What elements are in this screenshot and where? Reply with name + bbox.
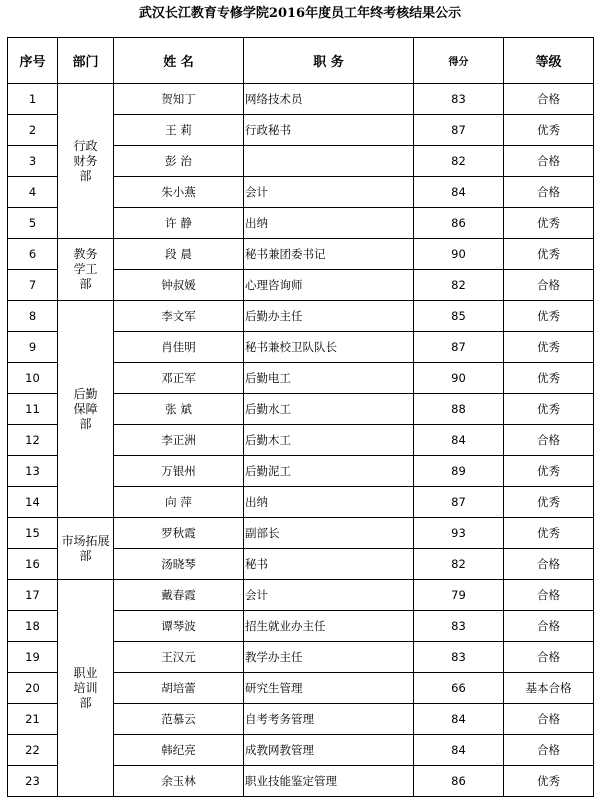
employee-name: 段 晨 [114, 239, 244, 270]
employee-name: 彭 治 [114, 146, 244, 177]
employee-grade: 基本合格 [504, 673, 594, 704]
row-number: 11 [8, 394, 58, 425]
employee-grade: 优秀 [504, 456, 594, 487]
row-number: 8 [8, 301, 58, 332]
employee-name: 余玉林 [114, 766, 244, 797]
employee-score: 84 [414, 425, 504, 456]
employee-grade: 优秀 [504, 363, 594, 394]
employee-score: 90 [414, 239, 504, 270]
row-number: 12 [8, 425, 58, 456]
employee-grade: 合格 [504, 580, 594, 611]
employee-name: 戴春霞 [114, 580, 244, 611]
employee-position: 后勤泥工 [244, 456, 414, 487]
employee-name: 谭琴波 [114, 611, 244, 642]
row-number: 18 [8, 611, 58, 642]
employee-grade: 优秀 [504, 394, 594, 425]
employee-grade: 优秀 [504, 301, 594, 332]
employee-position: 心理咨询师 [244, 270, 414, 301]
row-number: 15 [8, 518, 58, 549]
employee-score: 84 [414, 704, 504, 735]
employee-name: 肖佳明 [114, 332, 244, 363]
employee-name: 邓正军 [114, 363, 244, 394]
employee-grade: 优秀 [504, 487, 594, 518]
employee-name: 向 萍 [114, 487, 244, 518]
header-grade: 等级 [504, 38, 594, 84]
employee-position: 自考考务管理 [244, 704, 414, 735]
employee-position: 副部长 [244, 518, 414, 549]
employee-position: 行政秘书 [244, 115, 414, 146]
row-number: 22 [8, 735, 58, 766]
employee-grade: 合格 [504, 177, 594, 208]
results-table [7, 37, 594, 797]
employee-name: 朱小燕 [114, 177, 244, 208]
employee-position: 秘书 [244, 549, 414, 580]
employee-score: 87 [414, 115, 504, 146]
row-number: 10 [8, 363, 58, 394]
employee-grade: 合格 [504, 642, 594, 673]
employee-grade: 合格 [504, 735, 594, 766]
employee-score: 79 [414, 580, 504, 611]
row-number: 3 [8, 146, 58, 177]
employee-score: 87 [414, 332, 504, 363]
employee-position: 职业技能鉴定管理 [244, 766, 414, 797]
employee-score: 82 [414, 549, 504, 580]
employee-score: 93 [414, 518, 504, 549]
employee-score: 66 [414, 673, 504, 704]
row-number: 13 [8, 456, 58, 487]
row-number: 20 [8, 673, 58, 704]
employee-position: 出纳 [244, 487, 414, 518]
header-row [8, 38, 594, 84]
employee-position: 出纳 [244, 208, 414, 239]
employee-score: 86 [414, 208, 504, 239]
employee-position: 会计 [244, 580, 414, 611]
employee-position: 秘书兼团委书记 [244, 239, 414, 270]
employee-name: 范慕云 [114, 704, 244, 735]
employee-name: 钟叔媛 [114, 270, 244, 301]
header-no: 序号 [8, 38, 58, 84]
employee-position: 网络技术员 [244, 84, 414, 115]
department-cell: 职业培训部 [58, 580, 114, 797]
employee-position: 后勤办主任 [244, 301, 414, 332]
employee-score: 85 [414, 301, 504, 332]
row-number: 17 [8, 580, 58, 611]
employee-score: 83 [414, 84, 504, 115]
row-number: 6 [8, 239, 58, 270]
header-dept: 部门 [58, 38, 114, 84]
employee-score: 86 [414, 766, 504, 797]
employee-grade: 合格 [504, 549, 594, 580]
header-name: 姓 名 [114, 38, 244, 84]
employee-position: 会计 [244, 177, 414, 208]
row-number: 9 [8, 332, 58, 363]
employee-score: 89 [414, 456, 504, 487]
row-number: 19 [8, 642, 58, 673]
department-cell: 教务学工部 [58, 239, 114, 301]
employee-score: 83 [414, 611, 504, 642]
employee-grade: 合格 [504, 146, 594, 177]
employee-grade: 优秀 [504, 332, 594, 363]
employee-score: 82 [414, 270, 504, 301]
employee-position: 后勤水工 [244, 394, 414, 425]
employee-score: 84 [414, 735, 504, 766]
employee-name: 汤晓琴 [114, 549, 244, 580]
row-number: 21 [8, 704, 58, 735]
table-row [8, 301, 594, 332]
employee-position [244, 146, 414, 177]
header-position: 职 务 [244, 38, 414, 84]
employee-position: 教学办主任 [244, 642, 414, 673]
employee-grade: 优秀 [504, 115, 594, 146]
employee-grade: 合格 [504, 425, 594, 456]
table-body [8, 84, 594, 797]
department-cell: 市场拓展部 [58, 518, 114, 580]
table-row [8, 580, 594, 611]
employee-name: 罗秋霞 [114, 518, 244, 549]
row-number: 2 [8, 115, 58, 146]
row-number: 7 [8, 270, 58, 301]
employee-score: 83 [414, 642, 504, 673]
row-number: 14 [8, 487, 58, 518]
employee-grade: 合格 [504, 704, 594, 735]
employee-position: 后勤木工 [244, 425, 414, 456]
employee-position: 秘书兼校卫队队长 [244, 332, 414, 363]
employee-position: 后勤电工 [244, 363, 414, 394]
employee-name: 王汉元 [114, 642, 244, 673]
employee-position: 成教网教管理 [244, 735, 414, 766]
employee-name: 胡培蕾 [114, 673, 244, 704]
department-cell: 后勤保障部 [58, 301, 114, 518]
employee-name: 王 莉 [114, 115, 244, 146]
row-number: 23 [8, 766, 58, 797]
row-number: 4 [8, 177, 58, 208]
employee-position: 研究生管理 [244, 673, 414, 704]
employee-name: 李正洲 [114, 425, 244, 456]
employee-score: 84 [414, 177, 504, 208]
table-row [8, 518, 594, 549]
row-number: 1 [8, 84, 58, 115]
employee-grade: 优秀 [504, 518, 594, 549]
employee-grade: 优秀 [504, 766, 594, 797]
employee-position: 招生就业办主任 [244, 611, 414, 642]
table-row [8, 239, 594, 270]
employee-name: 韩纪亮 [114, 735, 244, 766]
employee-score: 90 [414, 363, 504, 394]
page-title: 武汉长江教育专修学院2016年度员工年终考核结果公示 [138, 6, 462, 21]
header-score: 得分 [414, 38, 504, 84]
employee-grade: 合格 [504, 611, 594, 642]
employee-grade: 优秀 [504, 239, 594, 270]
row-number: 16 [8, 549, 58, 580]
employee-name: 张 斌 [114, 394, 244, 425]
table-row [8, 84, 594, 115]
employee-name: 万银州 [114, 456, 244, 487]
employee-score: 88 [414, 394, 504, 425]
department-cell: 行政财务部 [58, 84, 114, 239]
employee-score: 82 [414, 146, 504, 177]
employee-score: 87 [414, 487, 504, 518]
employee-grade: 优秀 [504, 208, 594, 239]
employee-grade: 合格 [504, 270, 594, 301]
row-number: 5 [8, 208, 58, 239]
employee-name: 李文军 [114, 301, 244, 332]
employee-name: 许 静 [114, 208, 244, 239]
employee-grade: 合格 [504, 84, 594, 115]
employee-name: 贺知丁 [114, 84, 244, 115]
